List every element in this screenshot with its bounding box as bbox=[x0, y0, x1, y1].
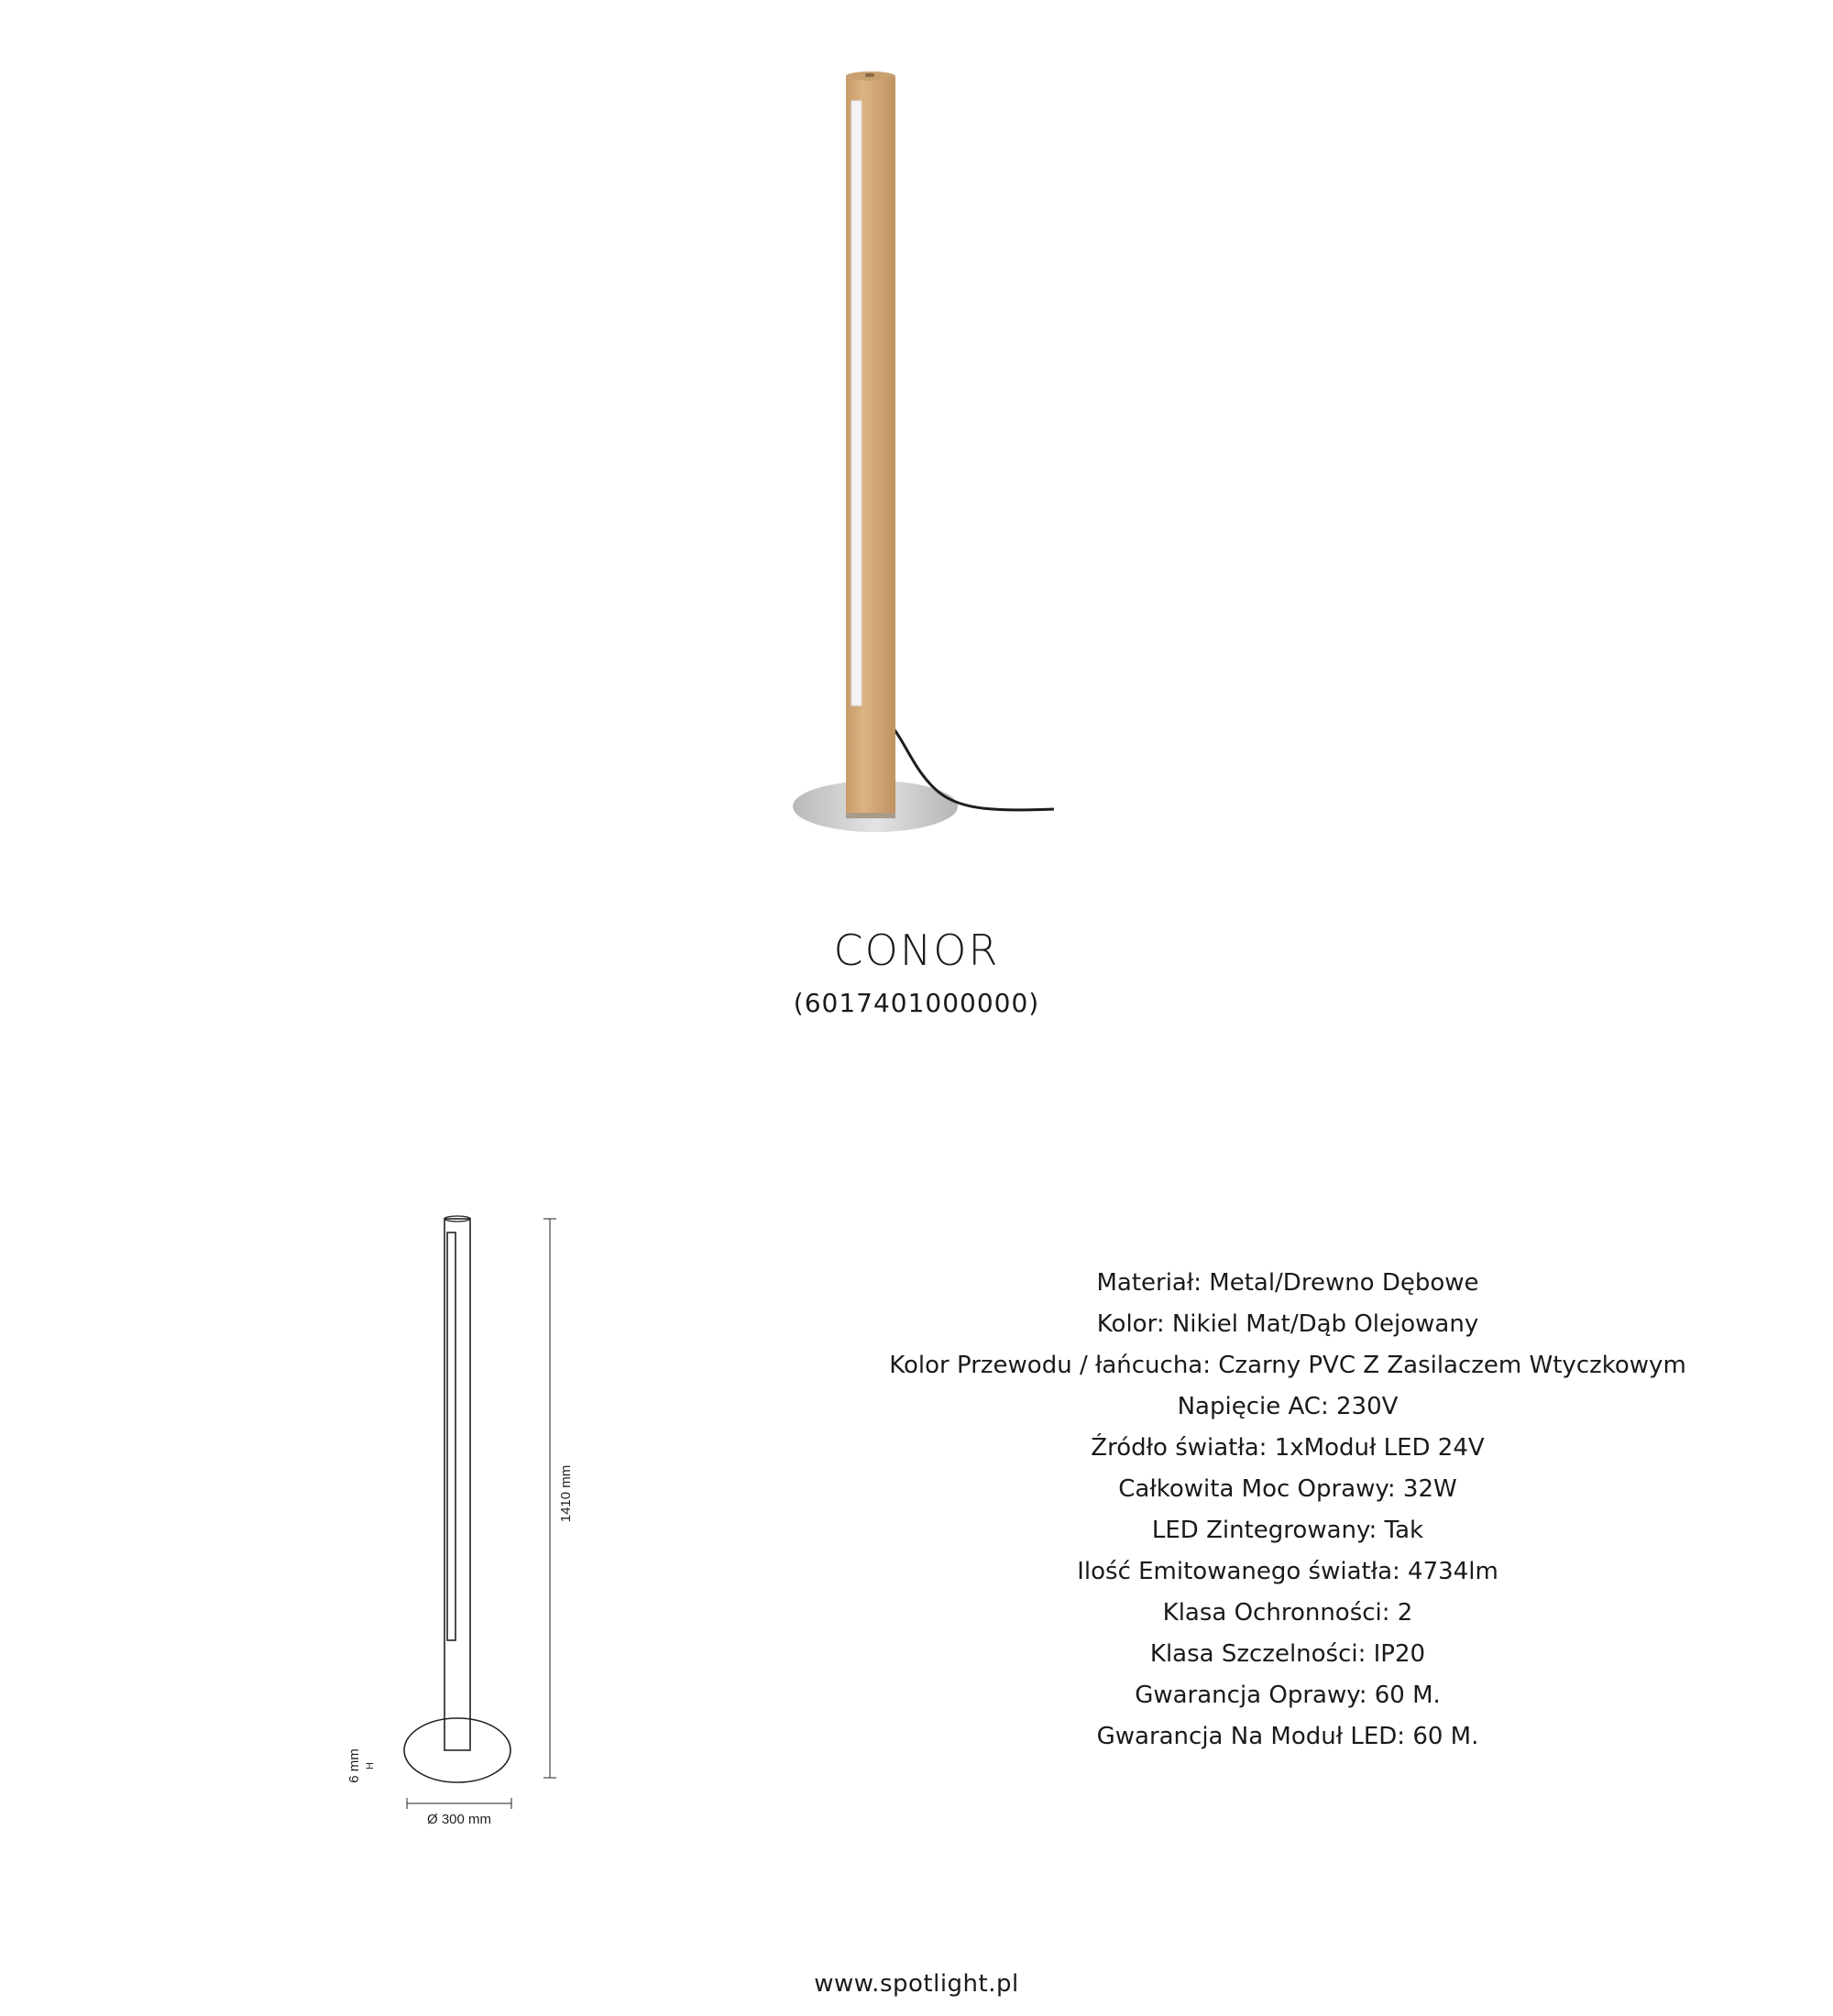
spec-material: Materiał: Metal/Drewno Dębowe bbox=[1096, 1269, 1479, 1297]
product-image bbox=[788, 69, 1054, 834]
spec-voltage: Napięcie AC: 230V bbox=[1177, 1393, 1399, 1420]
height-dimension-label: 1410 mm bbox=[558, 1464, 574, 1523]
spec-ip-rating: Klasa Szczelności: IP20 bbox=[1149, 1640, 1426, 1668]
product-title: CONOR bbox=[833, 926, 1000, 975]
spec-integrated-led: LED Zintegrowany: Tak bbox=[1151, 1517, 1424, 1544]
diameter-dimension-label: Ø 300 mm bbox=[426, 1812, 492, 1827]
product-code: (6017401000000) bbox=[793, 988, 1040, 1018]
spec-fixture-warranty: Gwarancja Oprawy: 60 M. bbox=[1135, 1682, 1441, 1709]
lamp-diffuser bbox=[851, 101, 862, 706]
specification-list bbox=[852, 1263, 1723, 1758]
base-height-label: 6 mm bbox=[346, 1748, 362, 1783]
drawing-column bbox=[445, 1219, 470, 1750]
spec-led-warranty: Gwarancja Na Moduł LED: 60 M. bbox=[1096, 1723, 1479, 1750]
spec-protection-class: Klasa Ochronności: 2 bbox=[1162, 1599, 1413, 1627]
drawing-diffuser bbox=[447, 1233, 456, 1640]
spec-light-source: Źródło światła: 1xModuł LED 24V bbox=[1091, 1434, 1485, 1462]
base-height-symbol: H bbox=[365, 1762, 376, 1769]
dimension-drawing bbox=[330, 1191, 623, 1851]
spec-luminous-flux: Ilość Emitowanego światła: 4734lm bbox=[1077, 1558, 1498, 1585]
spec-color: Kolor: Nikiel Mat/Dąb Olejowany bbox=[1096, 1310, 1479, 1338]
spec-cable-color: Kolor Przewodu / łańcucha: Czarny PVC Z Zasilaczem Wtyczkowym bbox=[889, 1352, 1686, 1379]
website-link[interactable]: www.spotlight.pl bbox=[814, 1970, 1019, 1998]
spec-total-power: Całkowita Moc Oprawy: 32W bbox=[1118, 1475, 1457, 1503]
